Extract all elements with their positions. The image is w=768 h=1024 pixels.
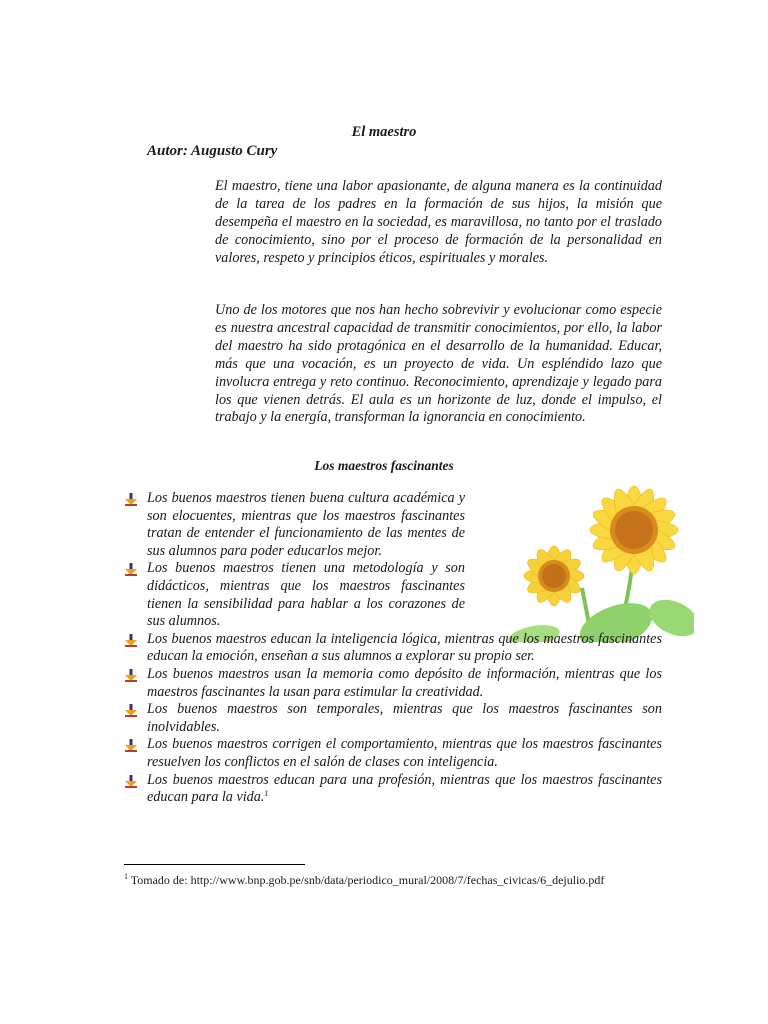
section-subtitle: Los maestros fascinantes [314,458,454,473]
bullet-text: Los buenos maestros educan para una profesión, mientras que los maestros fascinantes educan para la vida. [147,771,662,806]
arrow-bullet-icon [124,634,138,647]
bullet-item [124,736,662,771]
bullet-list [124,490,662,807]
bullet-text: Los buenos maestros usan la memoria como depósito de información, mientras que los maestros fascinantes la usan para estimular la creatividad. [147,665,662,700]
arrow-bullet-icon [124,704,138,717]
bullet-item [124,631,662,666]
arrow-bullet-icon [124,739,138,752]
bullet-text: Los buenos maestros corrigen el comportamiento, mientras que los maestros fascinantes resuelven los conflictos en el salón de clases con inteligencia. [147,736,662,770]
author-line: Autor: Augusto Cury [147,143,278,159]
footnote-text: Tomado de: http://www.bnp.gob.pe/snb/data/periodico_mural/2008/7/fechas_civicas/6_dejulio.pdf [128,873,605,887]
footnote [124,873,604,888]
footnote-number: 1 [124,872,128,881]
arrow-bullet-icon [124,775,138,788]
bullet-item [124,666,662,701]
footnote-reference: 1 [264,789,269,799]
arrow-bullet-icon [124,563,138,576]
arrow-bullet-icon [124,669,138,682]
bullet-item [124,772,662,807]
bullet-text: Los buenos maestros tienen buena cultura académica y son elocuentes, mientras que los maestros fascinantes tratan de entender el funcionamiento de las mentes de sus alumnos para poder educarlos mejor. [147,490,465,559]
paragraph-1: El maestro, tiene una labor apasionante, de alguna manera es la continuidad de la tarea de los padres en la formación de sus hijos, la misión que desempeña el maestro en la sociedad, es maravillosa, no tanto por el traslado de conocimiento, sino por el proceso de formación de la personalidad en valores, respeto y principios éticos, espirituales y morales. [215,178,662,266]
footnote-separator [124,864,305,865]
bullet-text: Los buenos maestros tienen una metodología y son didácticos, mientras que los maestros fascinantes tienen la sensibilidad para hablar a los corazones de sus alumnos. [147,560,465,630]
bullet-item [124,560,465,630]
paragraph-2: Uno de los motores que nos han hecho sobrevivir y evolucionar como especie es nuestra ancestral capacidad de transmitir conocimientos, por ello, la labor del maestro ha sido protagónica en el desarrollo de la humanidad. Educar, más que una vocación, es un proyecto de vida. Un espléndido lazo que involucra entrega y reto continuo. Reconocimiento, aprendizaje y legado para los que vienen detrás. El aula es un horizonte de luz, donde el impulso, el trabajo y la energía, transforman la ignorancia en conocimiento. [215,302,662,426]
bullet-text: Los buenos maestros educan la inteligencia lógica, mientras que los maestros fascinantes educan la emoción, enseñan a sus alumnos a explorar su propio ser. [147,630,662,665]
bullet-text: Los buenos maestros son temporales, mientras que los maestros fascinantes son inolvidables. [147,701,662,735]
bullet-item [124,701,662,736]
bullet-item [124,490,465,560]
document-title: El maestro [351,124,417,140]
arrow-bullet-icon [124,493,138,506]
